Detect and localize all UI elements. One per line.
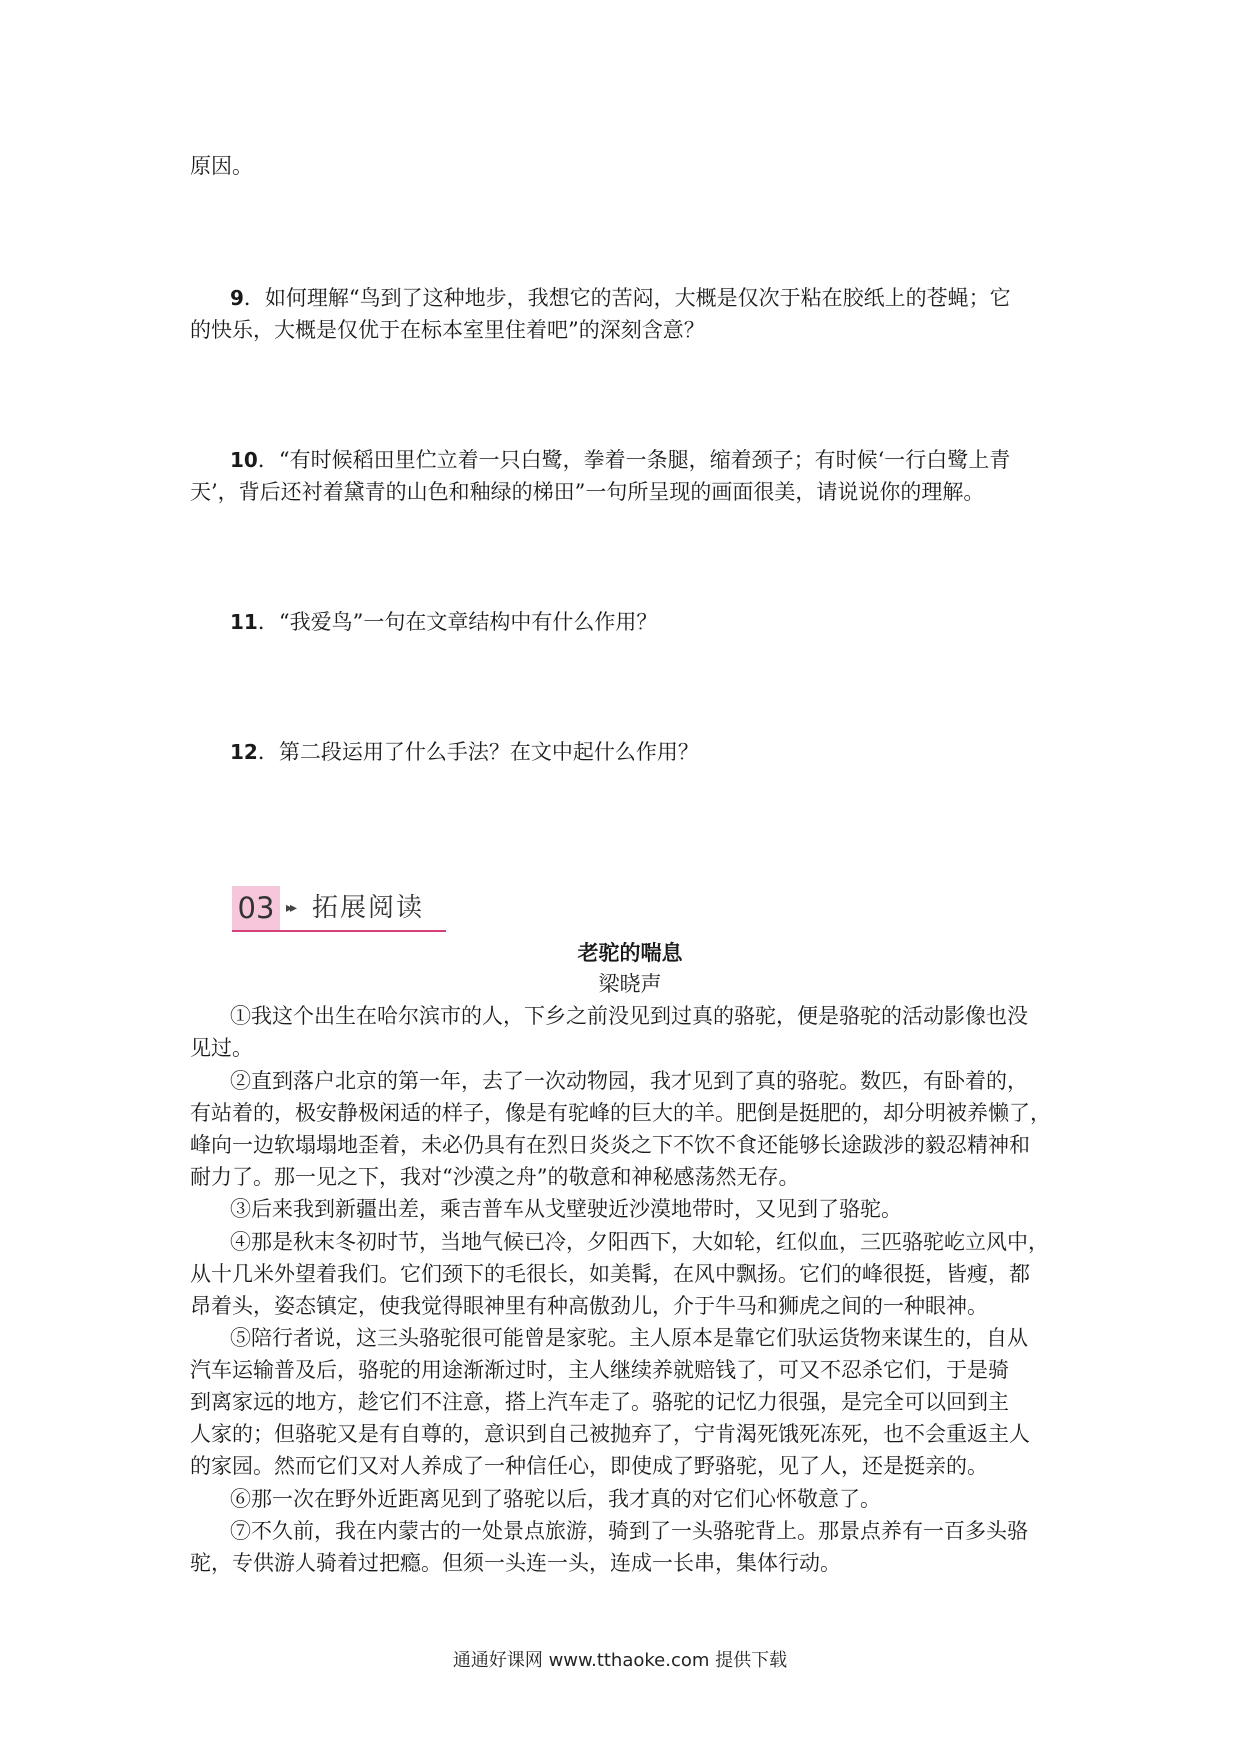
question-9-line-1 [190,282,1070,314]
article-line: 昂着头，姿态镇定，使我觉得眼神里有种高傲劲儿，介于牛马和狮虎之间的一种眼神。 [190,1294,988,1318]
article-line: ④那是秋末冬初时节，当地气候已冷，夕阳西下，大如轮，红似血，三匹骆驼屹立风中， [230,1230,1049,1254]
question-number: 11 [230,610,258,634]
article-line: ①我这个出生在哈尔滨市的人，下乡之前没见到过真的骆驼，便是骆驼的活动影像也没 [230,1004,1028,1028]
section-header [232,886,446,932]
question-text: ．如何理解“鸟到了这种地步，我想它的苦闷，大概是仅次于粘在胶纸上的苍蝇；它 [243,286,1011,310]
article-line: 耐力了。那一见之下，我对“沙漠之舟”的敬意和神秘感荡然无存。 [190,1165,800,1189]
article-line: ⑤陪行者说，这三头骆驼很可能曾是家驼。主人原本是靠它们驮运货物来谋生的，自从 [230,1326,1028,1350]
question-12-line-1 [190,736,1070,768]
article-line: 汽车运输普及后，骆驼的用途渐渐过时，主人继续养就赔钱了，可又不忍杀它们，于是骑 [190,1358,1009,1382]
article-author: 梁晓声 [598,972,662,996]
page-footer: 通通好课网 www.tthaoke.com 提供下载 [452,1650,788,1671]
section-title: 拓展阅读 [312,893,425,923]
article-line: ②直到落户北京的第一年，去了一次动物园，我才见到了真的骆驼。数匹，有卧着的， [230,1069,1028,1093]
double-arrow-icon: ▸▸ [286,900,295,916]
question-11-line-1 [190,606,1070,638]
question-10-line-2: 天’，背后还衬着黛青的山色和釉绿的梯田”一句所呈现的画面很美，请说说你的理解。 [190,480,985,504]
question-9-line-2: 的快乐，大概是仅优于在标本室里住着吧”的深刻含意？ [190,318,705,342]
question-number: 10 [230,448,258,472]
article-line: ⑥那一次在野外近距离见到了骆驼以后，我才真的对它们心怀敬意了。 [230,1487,881,1511]
article-title: 老驼的喘息 [577,941,683,965]
section-number: 03 [232,886,280,930]
article-line: ③后来我到新疆出差，乘吉普车从戈壁驶近沙漠地带时，又见到了骆驼。 [230,1197,902,1221]
question-number: 9 [230,286,244,310]
article-line: 有站着的，极安静极闲适的样子，像是有驼峰的巨大的羊。肥倒是挺肥的，却分明被养懒了， [190,1101,1051,1125]
article-line: 到离家远的地方，趁它们不注意，搭上汽车走了。骆驼的记忆力很强，是完全可以回到主 [190,1390,1009,1414]
article-line: 的家园。然而它们又对人养成了一种信任心，即使成了野骆驼，见了人，还是挺亲的。 [190,1454,988,1478]
question-text: ．“有时候稻田里伫立着一只白鹭，拳着一条腿，缩着颈子；有时候‘一行白鹭上青 [257,448,1011,472]
question-number: 12 [230,740,258,764]
question-10-line-1 [190,444,1070,476]
article-line: 驼，专供游人骑着过把瘾。但须一头连一头，连成一长串，集体行动。 [190,1551,841,1575]
article-line: 见过。 [190,1036,253,1060]
question-text: ．“我爱鸟”一句在文章结构中有什么作用？ [257,610,658,634]
question-text: ．第二段运用了什么手法？在文中起什么作用？ [257,740,699,764]
text-fragment: 原因。 [190,154,253,178]
article-line: 峰向一边软塌塌地歪着，未必仍具有在烈日炎炎之下不饮不食还能够长途跋涉的毅忍精神和 [190,1133,1030,1157]
article-line: 人家的；但骆驼又是有自尊的，意识到自己被抛弃了，宁肯渴死饿死冻死，也不会重返主人 [190,1422,1030,1446]
article-line: ⑦不久前，我在内蒙古的一处景点旅游，骑到了一头骆驼背上。那景点养有一百多头骆 [230,1519,1028,1543]
article-line: 从十几米外望着我们。它们颈下的毛很长，如美髯，在风中飘扬。它们的峰很挺，皆瘦，都 [190,1262,1030,1286]
